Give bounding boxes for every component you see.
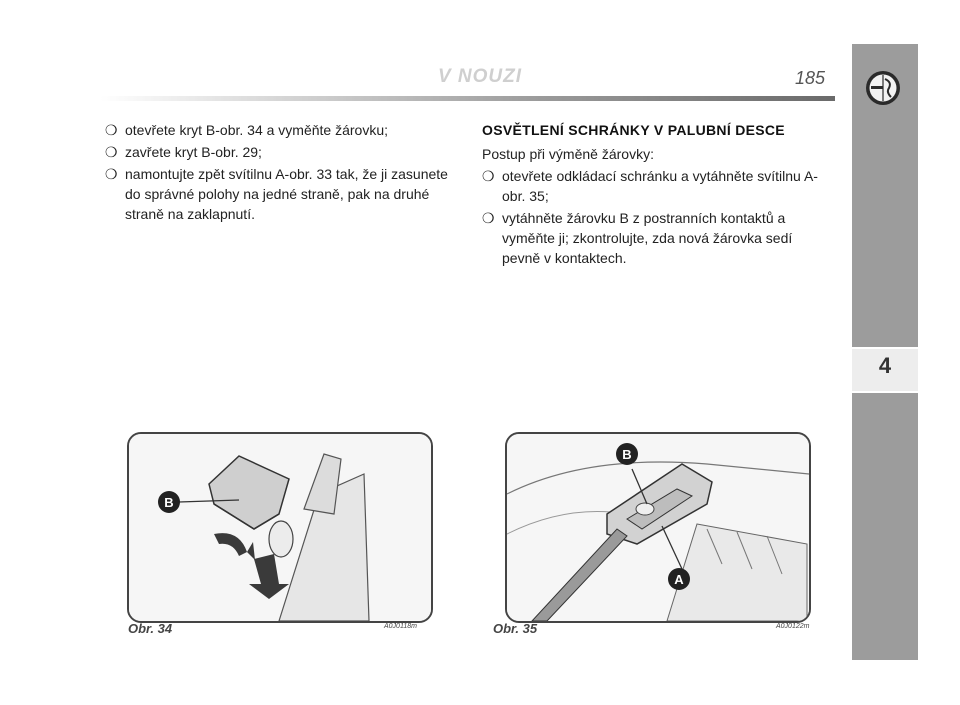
section-title: OSVĚTLENÍ SCHRÁNKY V PALUBNÍ DESCE xyxy=(482,122,785,138)
figure-35-code: A0J0122m xyxy=(776,623,810,630)
right-instruction-list xyxy=(482,166,832,268)
callout-label: B xyxy=(622,447,632,462)
figure-35-caption: Obr. 35 xyxy=(493,621,538,636)
header-rule xyxy=(100,96,835,101)
figure-34-drawing xyxy=(129,434,431,621)
list-item xyxy=(482,166,832,206)
alfa-romeo-logo-icon xyxy=(865,70,901,106)
list-item-text: vytáhněte žárovku B z postranních kontaktů a vyměňte ji; zkontrolujte, zda nová žárovka sedí pevně v kontaktech. xyxy=(502,210,793,266)
list-item xyxy=(105,164,455,224)
section-intro: Postup při výměně žárovky: xyxy=(482,146,654,162)
left-instruction-list xyxy=(105,120,455,224)
bullet-icon: ❍ xyxy=(105,122,118,138)
list-item-text: otevřete kryt B-obr. 34 a vyměňte žárovku; xyxy=(125,122,389,138)
right-column xyxy=(482,120,832,270)
figure-35-drawing xyxy=(507,434,809,621)
figure-34-caption: Obr. 34 xyxy=(128,621,173,636)
chapter-number: 4 xyxy=(878,353,892,378)
callout-label: A xyxy=(674,572,684,587)
bullet-icon: ❍ xyxy=(482,168,495,184)
list-item xyxy=(482,208,832,268)
list-item xyxy=(105,120,455,140)
page-number: 185 xyxy=(795,68,826,88)
bullet-icon: ❍ xyxy=(105,166,118,182)
side-tab-bottom xyxy=(852,393,918,660)
header-title: V NOUZI xyxy=(437,66,523,87)
figure-34-illustration xyxy=(127,432,433,623)
figure-35-illustration xyxy=(505,432,811,623)
figure-34-code: A0J0118m xyxy=(384,623,417,630)
list-item-text: zavřete kryt B-obr. 29; xyxy=(125,144,262,160)
list-item-text: namontujte zpět svítilnu A-obr. 33 tak, že ji zasunete do správné polohy na jedné straně, pak na druhé straně na zaklapnutí. xyxy=(125,166,448,222)
callout-label: B xyxy=(164,495,174,510)
bullet-icon: ❍ xyxy=(105,144,118,160)
list-item-text: otevřete odkládací schránku a vytáhněte svítilnu A-obr. 35; xyxy=(502,168,818,204)
left-column xyxy=(105,120,455,226)
bullet-icon: ❍ xyxy=(482,210,495,226)
list-item xyxy=(105,142,455,162)
